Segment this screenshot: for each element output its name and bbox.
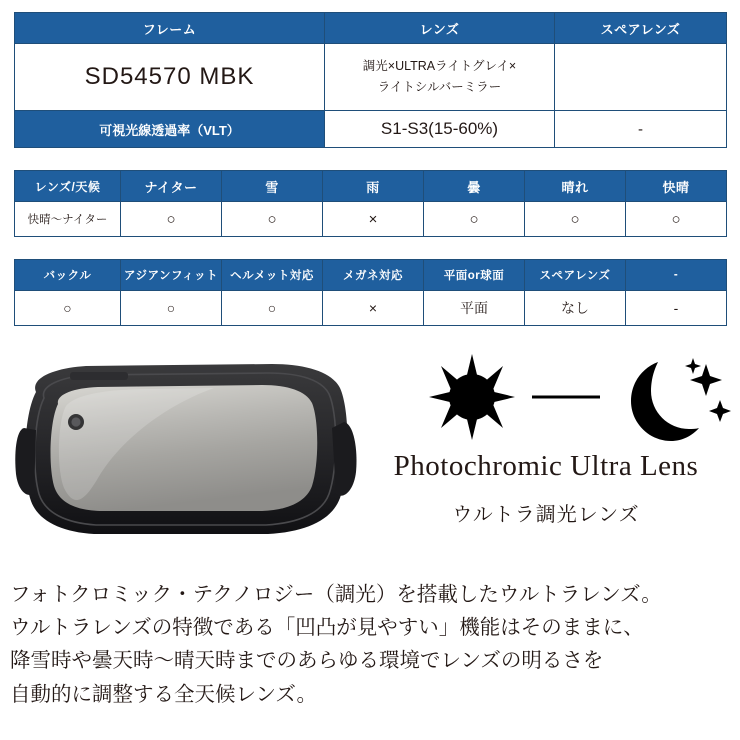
feature-value-buckle: ○ (15, 291, 121, 326)
table-row (15, 260, 727, 291)
weather-value-rain: × (323, 202, 424, 237)
weather-value-sunny: ○ (525, 202, 626, 237)
description-text (10, 578, 734, 711)
moon-icon (631, 358, 731, 441)
feature-value-lens-shape: 平面 (424, 291, 525, 326)
spec-header-lens: レンズ (325, 13, 555, 44)
feature-value-glasses: × (323, 291, 424, 326)
features-table (14, 259, 727, 326)
weather-value-snow: ○ (222, 202, 323, 237)
spec-header-frame: フレーム (15, 13, 325, 44)
feature-header-lens-shape: 平面or球面 (424, 260, 525, 291)
feature-header-buckle: バックル (15, 260, 121, 291)
feature-value-helmet: ○ (222, 291, 323, 326)
weather-header-night: ナイター (121, 171, 222, 202)
feature-header-asian-fit: アジアンフィット (121, 260, 222, 291)
weather-value-cloudy: ○ (424, 202, 525, 237)
feature-header-spare-lens: スペアレンズ (525, 260, 626, 291)
sun-icon (429, 354, 515, 440)
goggle-product-image (14, 358, 364, 546)
weather-value-clear: ○ (626, 202, 727, 237)
weather-header-rain: 雨 (323, 171, 424, 202)
vlt-spare-value: - (555, 111, 727, 148)
weather-table (14, 170, 727, 237)
weather-header-lens: レンズ/天候 (15, 171, 121, 202)
weather-header-snow: 雪 (222, 171, 323, 202)
table-row (15, 13, 727, 44)
lens-description-line2: ライトシルバーミラー (377, 80, 502, 94)
spare-lens-value (555, 44, 727, 111)
feature-value-asian-fit: ○ (121, 291, 222, 326)
vlt-value: S1-S3(15-60%) (325, 111, 555, 148)
weather-row-label: 快晴〜ナイター (15, 202, 121, 237)
feature-header-helmet: ヘルメット対応 (222, 260, 323, 291)
weather-header-clear: 快晴 (626, 171, 727, 202)
feature-header-other: - (626, 260, 727, 291)
title-photochromic-ultra-lens: Photochromic Ultra Lens (393, 450, 699, 482)
weather-value-night: ○ (121, 202, 222, 237)
model-number: SD54570 MBK (15, 44, 325, 111)
table-row (15, 202, 727, 237)
description-line-3: 降雪時や曇天時〜晴天時までのあらゆる環境でレンズの明るさを (10, 649, 604, 673)
description-line-2: ウルトラレンズの特徴である「凹凸が見やすい」機能はそのままに、 (10, 616, 644, 640)
description-line-4: 自動的に調整する全天候レンズ。 (10, 682, 317, 706)
lens-description (325, 44, 555, 111)
spec-header-spare-lens: スペアレンズ (555, 13, 727, 44)
title-ultra-photochromic-lens-jp: ウルトラ調光レンズ (452, 504, 640, 526)
weather-header-sunny: 晴れ (525, 171, 626, 202)
graphic-section (14, 352, 726, 552)
vlt-label: 可視光線透過率（VLT） (15, 111, 325, 148)
table-row (15, 291, 727, 326)
description-line-1: フォトクロミック・テクノロジー（調光）を搭載したウルトラレンズ。 (10, 583, 662, 606)
feature-header-glasses: メガネ対応 (323, 260, 424, 291)
lens-description-line1: 調光×ULTRAライトグレイ× (362, 59, 517, 74)
table-row (15, 44, 727, 111)
spec-table (14, 12, 727, 148)
feature-value-spare-lens: なし (525, 291, 626, 326)
sun-moon-illustration (414, 352, 734, 442)
table-row (15, 171, 727, 202)
feature-value-other: - (626, 291, 727, 326)
weather-header-cloudy: 曇 (424, 171, 525, 202)
table-row (15, 111, 727, 148)
